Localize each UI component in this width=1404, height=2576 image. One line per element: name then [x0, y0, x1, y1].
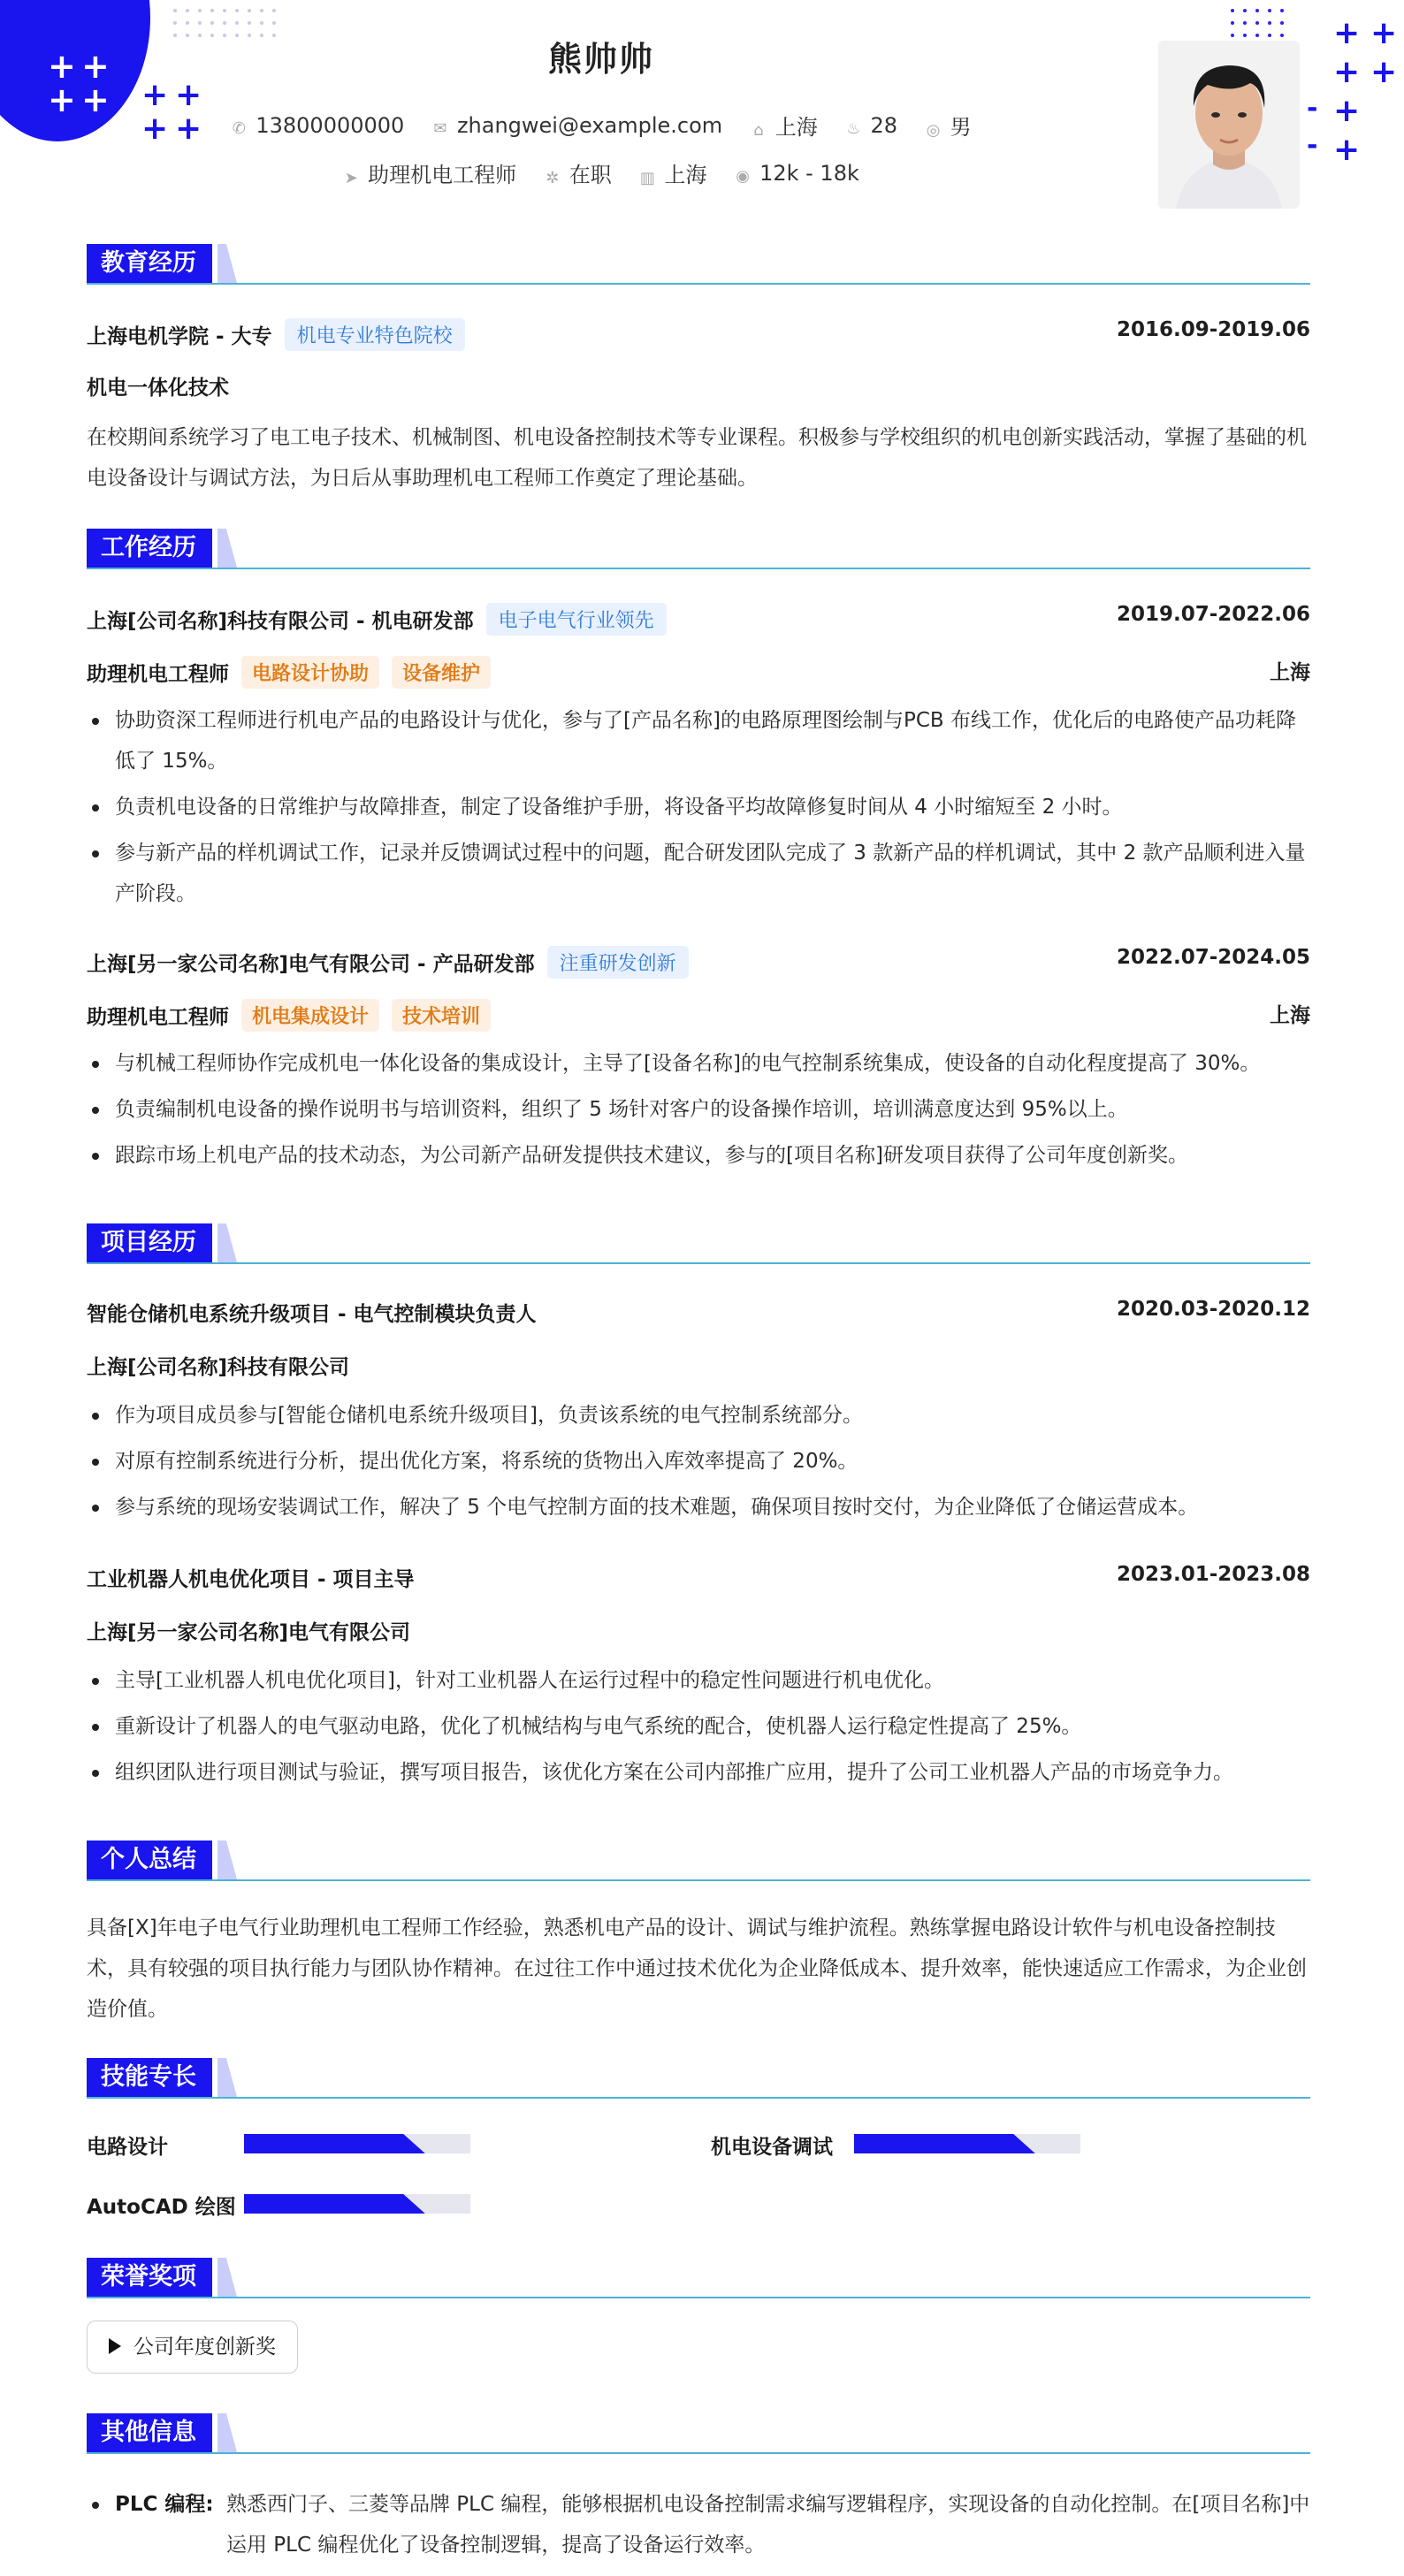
gender-icon: ◎	[926, 121, 941, 140]
work-entry-2-bullets	[87, 1043, 1310, 1181]
avatar	[1158, 41, 1300, 209]
email-item: ✉ zhangwei@example.com	[433, 112, 723, 138]
school-tag: 机电专业特色院校	[285, 318, 465, 351]
plus-decor: +	[48, 47, 76, 86]
plus-decor: +	[1333, 93, 1361, 129]
cake-icon: ♨	[846, 118, 861, 138]
list-item: 与机械工程师协作完成机电一体化设备的集成设计，主导了[设备名称]的电气控制系统集成，使设备的自动化程度提高了 30%。	[87, 1043, 1310, 1084]
age-item: ♨ 28	[846, 112, 897, 138]
skill-bar-fill	[244, 2194, 425, 2214]
list-item: 负责编制机电设备的操作说明书与培训资料，组织了 5 场针对客户的设备操作培训，培训满意度达到 95%以上。	[87, 1089, 1310, 1130]
project-1-header: 智能仓储机电系统升级项目 - 电气控制模块负责人 2020.03-2020.12	[87, 1298, 1310, 1326]
skill-label: 电路设计	[87, 2136, 168, 2159]
plus-decor: +	[81, 80, 110, 119]
salary-item: ◉ 12k - 18k	[736, 160, 859, 186]
work-entry-2-header: 上海[另一家公司名称]电气有限公司 - 产品研发部 注重研发创新 2022.07-2024.05	[87, 946, 1310, 979]
plus-decor: +	[1370, 54, 1398, 90]
work-entry-1-bullets	[87, 700, 1310, 919]
gender-item: ◎ 男	[926, 115, 972, 140]
list-item: 重新设计了机器人的电气驱动电路，优化了机械结构与电气系统的配合，使机器人运行稳定性提高了 25%。	[87, 1706, 1310, 1747]
skill-bar	[854, 2134, 1080, 2153]
section-header-project: 项目经历	[87, 1223, 1310, 1262]
skill-bar-fill	[244, 2134, 425, 2153]
phone-item: ✆ 13800000000	[232, 112, 405, 138]
job-intent-row	[0, 157, 1202, 188]
plus-decor: +	[141, 111, 169, 147]
plus-decor: +	[81, 47, 110, 86]
hometown-item: ⌂ 上海	[751, 110, 818, 141]
other-info-label: PLC 编程:	[115, 2493, 214, 2516]
send-icon: ➤	[344, 169, 358, 187]
summary-text: 具备[X]年电子电气行业助理机电工程师工作经验，熟悉机电产品的设计、调试与维护流程。熟练掌握电路设计软件与机电设备控制技术，具有较强的项目执行能力与团队协作精神。在过往工作中通过技术优化为企业降低成本、提升效率，能快速适应工作需求，为企业创造价值。	[87, 1917, 1307, 2021]
list-item: 参与系统的现场安装调试工作，解决了 5 个电气控制方面的技术难题，确保项目按时交付，为企业降低了仓储运营成本。	[87, 1487, 1310, 1528]
play-icon	[109, 2338, 121, 2354]
plus-decor: +	[141, 77, 169, 113]
project-2-bullets	[87, 1660, 1310, 1798]
list-item: 跟踪市场上机电产品的技术动态，为公司新产品研发提供技术建议，参与的[项目名称]研发项目获得了公司年度创新奖。	[87, 1135, 1310, 1176]
list-item: 作为项目成员参与[智能仓储机电系统升级项目]，负责该系统的电气控制系统部分。	[87, 1395, 1310, 1436]
list-item: 组织团队进行项目测试与验证，撰写项目报告，该优化方案在公司内部推广应用，提升了公司工业机器人产品的市场竞争力。	[87, 1752, 1310, 1793]
skill-bar-fill	[854, 2134, 1035, 2153]
project-2-header: 工业机器人机电优化项目 - 项目主导 2023.01-2023.08	[87, 1563, 1310, 1591]
education-header: 上海电机学院 - 大专 机电专业特色院校 2016.09-2019.06	[87, 318, 1310, 351]
award-item: 公司年度创新奖	[87, 2321, 298, 2374]
building-icon: ▥	[639, 169, 655, 187]
home-icon: ⌂	[753, 121, 764, 140]
project-2-company: 上海[另一家公司名称]电气有限公司	[87, 1621, 411, 1644]
education-description: 在校期间系统学习了电工电子技术、机械制图、机电设备控制技术等专业课程。积极参与学校组织的机电创新实践活动，掌握了基础的机电设备设计与调试方法，为日后从事助理机电工程师工作奠定了理论基础。	[87, 426, 1307, 490]
other-info-text: 熟悉西门子、三菱等品牌 PLC 编程，能够根据机电设备控制需求编写逻辑程序，实现设备的自动化控制。在[项目名称]中运用 PLC 编程优化了设备控制逻辑，提高了设备运行效率。	[226, 2493, 1310, 2557]
list-item: 协助资深工程师进行机电产品的电路设计与优化，参与了[产品名称]的电路原理图绘制与PCB 布线工作，优化后的电路使产品功耗降低了 15%。	[87, 700, 1310, 781]
work-entry-1-role: 助理机电工程师 电路设计协助 设备维护 上海	[87, 656, 1310, 689]
project-1-bullets	[87, 1395, 1310, 1533]
city-item: ▥ 上海	[639, 163, 707, 187]
plus-decor: +	[1333, 54, 1361, 90]
status-icon: ✲	[546, 169, 560, 187]
mail-icon: ✉	[433, 118, 447, 138]
dot-grid-decor	[1231, 9, 1284, 37]
project-1-company: 上海[公司名称]科技有限公司	[87, 1356, 350, 1379]
position-item: ➤ 助理机电工程师	[344, 163, 517, 187]
skill-label: 机电设备调试	[711, 2136, 833, 2159]
plus-decor: +	[48, 80, 76, 119]
status-item: ✲ 在职	[546, 163, 612, 187]
skill-bar	[244, 2134, 470, 2153]
list-item: 主导[工业机器人机电优化项目]，针对工业机器人在运行过程中的稳定性问题进行机电优化。	[87, 1660, 1310, 1701]
section-header-education: 教育经历	[87, 244, 1310, 283]
skill-label: AutoCAD 绘图	[87, 2196, 236, 2219]
phone-icon: ✆	[232, 118, 246, 138]
plus-decor: +	[1370, 15, 1398, 51]
skill-bar	[244, 2194, 470, 2214]
education-major: 机电一体化技术	[87, 377, 229, 400]
section-header-work: 工作经历	[87, 529, 1310, 568]
list-item: 负责机电设备的日常维护与故障排查，制定了设备维护手册，将设备平均故障修复时间从 4 小时缩短至 2 小时。	[87, 787, 1310, 827]
dash-decor: -	[1307, 93, 1318, 124]
candidate-name: 熊帅帅	[547, 40, 654, 79]
dash-decor: -	[1307, 130, 1318, 161]
list-item: 对原有控制系统进行分析，提出优化方案，将系统的货物出入库效率提高了 20%。	[87, 1441, 1310, 1482]
work-entry-2-role: 助理机电工程师 机电集成设计 技术培训 上海	[87, 999, 1310, 1032]
plus-decor: +	[1333, 132, 1361, 168]
bullet-dot	[92, 2502, 99, 2509]
section-header-other: 其他信息	[87, 2413, 1310, 2452]
plus-decor: +	[1333, 15, 1361, 51]
work-entry-1-header: 上海[公司名称]科技有限公司 - 机电研发部 电子电气行业领先 2019.07-2022.06	[87, 603, 1310, 636]
other-info-item	[87, 2484, 1310, 2565]
contact-row	[0, 110, 1202, 141]
avatar-portrait	[1158, 41, 1300, 209]
plus-decor: +	[175, 77, 202, 113]
money-icon: ◉	[736, 166, 750, 186]
plus-decor: +	[175, 111, 202, 147]
section-header-honors: 荣誉奖项	[87, 2258, 1310, 2297]
section-header-summary: 个人总结	[87, 1841, 1310, 1879]
list-item: 参与新产品的样机调试工作，记录并反馈调试过程中的问题，配合研发团队完成了 3 款新产品的样机调试，其中 2 款产品顺利进入量产阶段。	[87, 833, 1310, 914]
section-header-skills: 技能专长	[87, 2058, 1310, 2097]
